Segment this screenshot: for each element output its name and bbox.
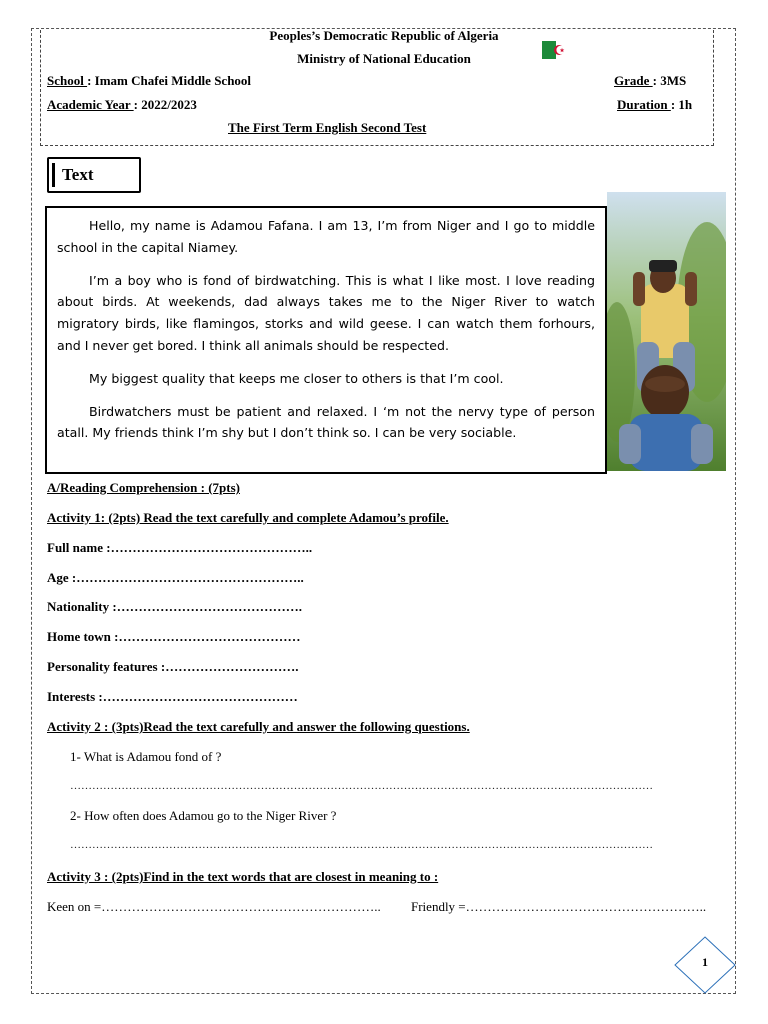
profile-field — [47, 689, 298, 705]
duration-line — [617, 97, 692, 113]
profile-field — [47, 570, 304, 586]
tab-bar — [52, 163, 55, 187]
text-paragraph-1: Hello, my name is Adamou Fafana. I am 13, I’m from Niger and I go to middle school in the capital Niamey. — [57, 218, 595, 255]
duration-value: : 1h — [670, 97, 693, 112]
text-paragraph-2: I’m a boy who is fond of birdwatching. This is what I like most. I love reading about birds. At weekends, dad always takes me to the Niger River to watch migratory birds, like flamingos, storks and wild geese. I can watch them forhours, and I never get bored. I think all animals should be respected. — [57, 272, 595, 353]
field-dots[interactable]: ……………………………………. — [116, 599, 302, 614]
school-label: School — [47, 73, 88, 88]
duration-label: Duration — [617, 97, 671, 112]
grade-label: Grade — [614, 73, 653, 88]
activity1-title: Activity 1: (2pts) Read the text carefully and complete Adamou’s profile. — [47, 510, 449, 525]
activity3-title: Activity 3 : (2pts)Find in the text words that are closest in meaning to : — [47, 869, 439, 884]
keen-on-line[interactable]: Keen on =……………………………………………………….. — [47, 899, 381, 914]
text-tab — [47, 157, 141, 193]
field-dots[interactable]: …………………………………………….. — [76, 570, 304, 585]
profile-field — [47, 540, 312, 556]
profile-field — [47, 599, 302, 615]
school-value: : Imam Chafei Middle School — [87, 73, 252, 88]
profile-field — [47, 629, 301, 645]
field-label: Interests : — [47, 689, 103, 704]
year-line — [47, 97, 197, 113]
text-paragraph-3: My biggest quality that keeps me closer to others is that I’m cool. — [89, 370, 504, 386]
header-country: Peoples’s Democratic Republic of Algeria — [269, 28, 499, 43]
grade-value: : 3MS — [652, 73, 687, 88]
test-title: The First Term English Second Test — [228, 120, 427, 135]
field-dots[interactable]: ……………………………………….. — [110, 540, 313, 555]
text-paragraph-4: Birdwatchers must be patient and relaxed. I ‘m not the nervy type of person atall. My friends think I’m shy but I don’t think so. I can be very sociable. — [57, 403, 595, 441]
header-ministry: Ministry of National Education — [297, 51, 471, 66]
activity2-title: Activity 2 : (3pts)Read the text carefully and answer the following questions. — [47, 719, 470, 734]
year-label: Academic Year — [47, 97, 134, 112]
field-label: Personality features : — [47, 659, 166, 674]
field-label: Nationality : — [47, 599, 117, 614]
field-dots[interactable]: …………………………………… — [118, 629, 301, 644]
field-label: Home town : — [47, 629, 119, 644]
answer-line-1[interactable]: …………………………………………………………………………………………………………………………………………… — [70, 780, 653, 792]
field-label: Full name : — [47, 540, 111, 555]
field-dots[interactable]: ……………………………………… — [102, 689, 298, 704]
field-label: Age : — [47, 570, 77, 585]
year-value: : 2022/2023 — [133, 97, 197, 112]
algeria-flag-icon — [542, 41, 570, 59]
profile-field — [47, 659, 298, 675]
grade-line — [614, 73, 686, 89]
school-line — [47, 73, 251, 89]
question-2: 2- How often does Adamou go to the Niger River ? — [70, 808, 337, 823]
text-tab-label: Text — [62, 165, 94, 184]
reading-text-box — [45, 206, 607, 474]
answer-line-2[interactable]: …………………………………………………………………………………………………………………………………………… — [70, 839, 653, 851]
father-son-birdwatching-photo — [607, 192, 726, 471]
field-dots[interactable]: …………………………. — [165, 659, 299, 674]
question-1: 1- What is Adamou fond of ? — [70, 749, 222, 764]
friendly-line[interactable]: Friendly =……………………………………………….. — [411, 899, 707, 914]
page-number: 1 — [702, 955, 708, 969]
section-a-title: A/Reading Comprehension : (7pts) — [47, 480, 240, 495]
